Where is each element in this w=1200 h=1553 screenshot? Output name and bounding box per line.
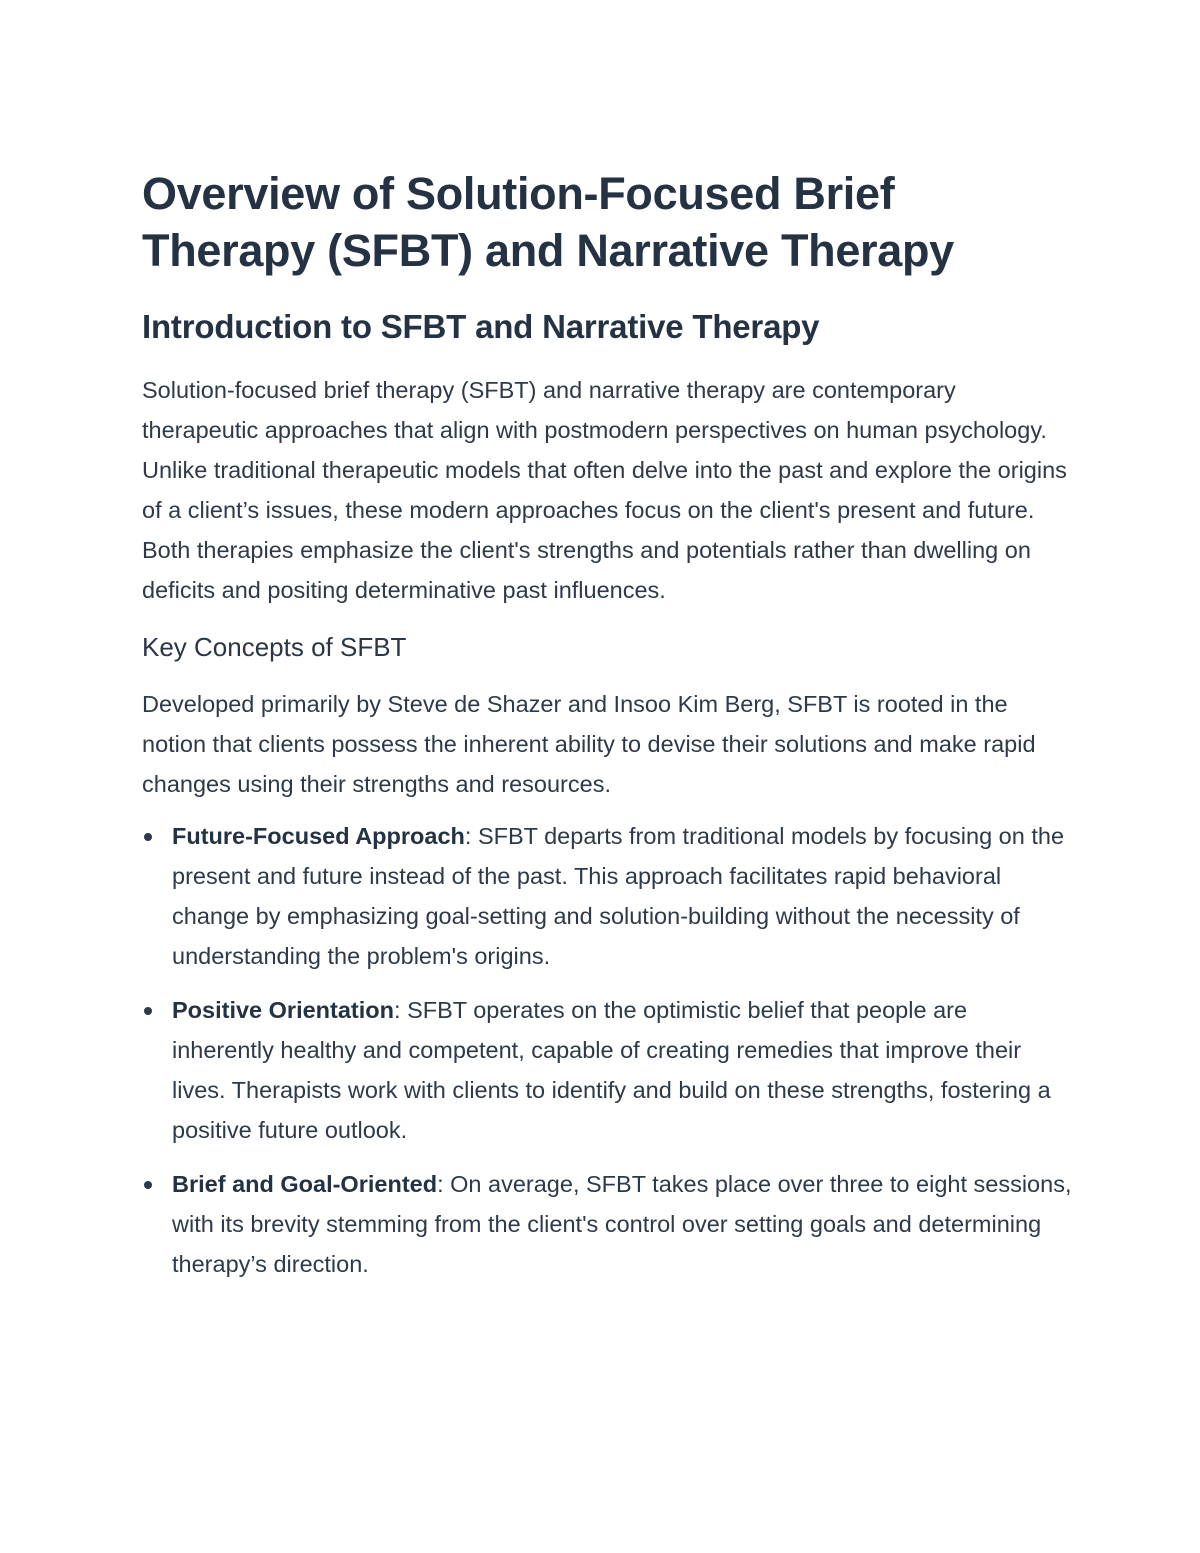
list-item-term: Brief and Goal-Oriented <box>172 1171 438 1197</box>
list-item-term: Positive Orientation <box>172 997 394 1023</box>
section-heading-introduction: Introduction to SFBT and Narrative Therapy <box>142 308 820 345</box>
key-concepts-list <box>142 816 1072 1284</box>
list-item-future-focused <box>142 816 1072 976</box>
list-item-brief-goal-oriented <box>142 1164 1072 1284</box>
list-item-separator: : <box>394 997 408 1023</box>
list-item-separator: : <box>437 1171 451 1197</box>
intro-paragraph: Solution-focused brief therapy (SFBT) and narrative therapy are contemporary therapeutic approaches that align with postmodern perspectives on human psychology. Unlike traditional therapeutic models that often delve into the past and explore the origins of a client’s issues, these modern approaches focus on the client's present and future. Both therapies emphasize the client's strengths and potentials rather than dwelling on deficits and positing determinative past influences. <box>142 377 1067 603</box>
list-item-text: SFBT operates on the optimistic belief that people are inherently healthy and competent, capable of creating remedies that improve their lives. Therapists work with clients to identify and build on these strengths, fostering a positive future outlook. <box>172 997 1051 1143</box>
list-item-separator: : <box>464 823 478 849</box>
bullet-icon <box>144 833 152 841</box>
list-item-term: Future-Focused Approach <box>172 823 465 849</box>
bullet-icon <box>144 1181 152 1189</box>
document-page <box>142 165 1072 1298</box>
list-item-text: SFBT departs from traditional models by focusing on the present and future instead of the past. This approach facilitates rapid behavioral change by emphasizing goal-setting and solution-building without the necessity of understanding the problem's origins. <box>172 823 1065 969</box>
document-title: Overview of Solution-Focused Brief Therapy (SFBT) and Narrative Therapy <box>142 168 954 276</box>
developed-paragraph: Developed primarily by Steve de Shazer and Insoo Kim Berg, SFBT is rooted in the notion that clients possess the inherent ability to devise their solutions and make rapid changes using their strengths and resources. <box>142 691 1036 797</box>
subsection-heading-key-concepts: Key Concepts of SFBT <box>142 632 407 662</box>
bullet-icon <box>144 1007 152 1015</box>
list-item-text: On average, SFBT takes place over three to eight sessions, with its brevity stemming from the client's control over setting goals and determining therapy’s direction. <box>172 1171 1072 1277</box>
list-item-positive-orientation <box>142 990 1072 1150</box>
